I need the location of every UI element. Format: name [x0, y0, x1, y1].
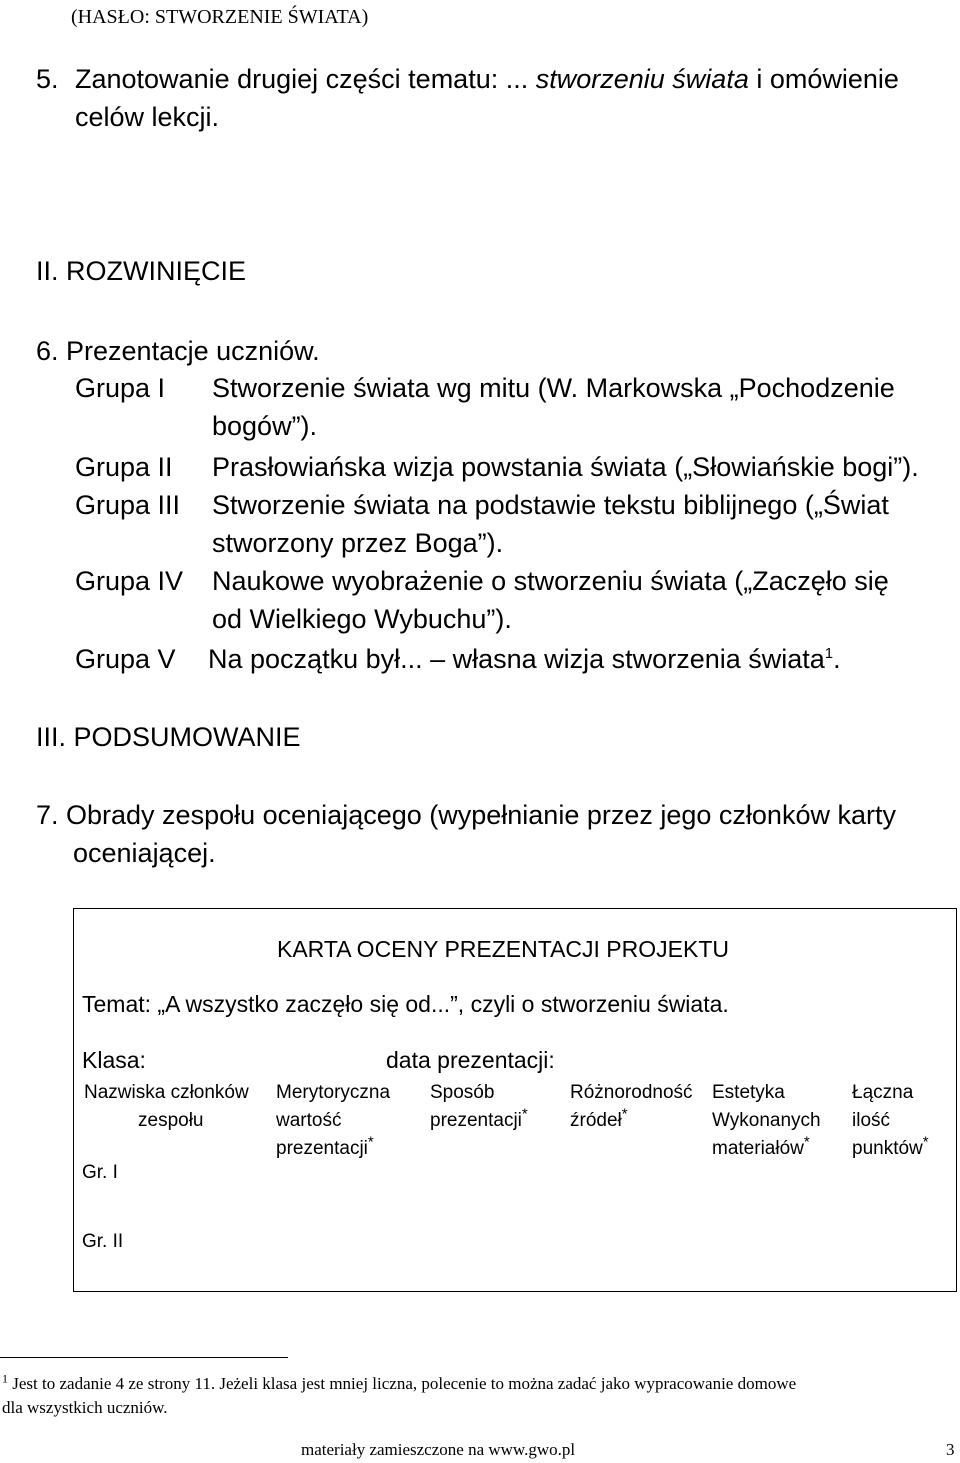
item-5-text-a: Zanotowanie drugiej części tematu: ...	[75, 64, 529, 94]
col-total-points	[852, 1079, 929, 1163]
item-7-line2: oceniającej.	[73, 838, 216, 868]
col-total-l1: Łączna	[852, 1082, 914, 1103]
col-total-l3: punktów*	[852, 1133, 929, 1159]
group-4-line1: Naukowe wyobrażenie o stworzeniu świata („Zaczęło się	[212, 566, 889, 596]
col-content-l2: wartość	[276, 1110, 342, 1131]
evaluation-card	[73, 908, 957, 1292]
group-2-line1: Prasłowiańska wizja powstania świata („Słowiańskie bogi”).	[212, 452, 919, 482]
col-method-l1: Sposób	[430, 1082, 495, 1103]
item-5-line2: celów lekcji.	[75, 102, 220, 132]
col-aesthetics-l3: materiałów*	[712, 1133, 810, 1159]
col-content-value	[276, 1079, 390, 1163]
col-method-l2: prezentacji*	[430, 1105, 528, 1131]
haslo-heading: (HASŁO: STWORZENIE ŚWIATA)	[71, 6, 369, 28]
group-4-name: Grupa IV	[75, 566, 184, 596]
group-3-line1: Stworzenie świata na podstawie tekstu biblijnego („Świat	[212, 490, 889, 520]
item-5-text-b: i omówienie	[756, 64, 899, 94]
footnote-text: Jest to zadanie 4 ze strony 11. Jeżeli klasa jest mniej liczna, polecenie to można zadać jako wypracowanie domowe	[12, 1374, 797, 1393]
card-topic: Temat: „A wszystko zaczęło się od...”, czyli o stworzeniu świata.	[82, 991, 729, 1017]
group-1-line2: bogów”).	[212, 411, 318, 441]
col-aesthetics-l1: Estetyka	[712, 1082, 785, 1103]
col-total-l2: ilość	[852, 1110, 891, 1131]
item-5-line1	[75, 64, 899, 95]
group-5-name: Grupa V	[75, 644, 176, 674]
footnote-line2: dla wszystkich uczniów.	[2, 1398, 168, 1417]
col-content-l3: prezentacji*	[276, 1133, 374, 1159]
footer-source: materiały zamieszczone na www.gwo.pl	[301, 1440, 576, 1459]
col-aesthetics-l2: Wykonanych	[712, 1110, 821, 1131]
col-source-variety	[570, 1079, 693, 1135]
row-group-2: Gr. II	[82, 1231, 124, 1252]
footnote-mark: 1	[2, 1371, 8, 1386]
col-members-l2: zespołu	[138, 1110, 204, 1131]
group-3-line2: stworzony przez Boga”).	[212, 528, 504, 558]
group-4-line2: od Wielkiego Wybuchu”).	[212, 604, 512, 634]
item-5-text-italic: stworzeniu świata	[535, 64, 749, 94]
col-presentation-method	[430, 1079, 528, 1135]
footnote-ref-1: 1	[824, 645, 834, 662]
section-3-heading: III. PODSUMOWANIE	[36, 722, 301, 752]
group-2-name: Grupa II	[75, 452, 173, 482]
group-3-name: Grupa III	[75, 490, 181, 520]
col-variety-l1: Różnorodność	[570, 1082, 693, 1103]
group-5-text: Na początku był... – własna wizja stworzenia świata	[208, 644, 825, 674]
col-members-l1: Nazwiska członków	[84, 1082, 249, 1103]
footnote-line1	[2, 1371, 797, 1394]
group-5-end: .	[833, 644, 841, 674]
footnote-rule	[0, 1357, 288, 1358]
col-content-l1: Merytoryczna	[276, 1082, 391, 1103]
card-title: KARTA OCENY PREZENTACJI PROJEKTU	[277, 936, 729, 962]
item-6-title: 6. Prezentacje uczniów.	[36, 336, 320, 366]
col-aesthetics	[712, 1079, 821, 1163]
group-1-name: Grupa I	[75, 373, 166, 403]
item-5-number: 5.	[36, 64, 59, 94]
item-7-line1: 7. Obrady zespołu oceniającego (wypełnianie przez jego członków karty	[36, 800, 896, 830]
card-class-label: Klasa:	[82, 1047, 146, 1073]
group-5-line1	[208, 644, 841, 675]
col-members	[84, 1079, 249, 1135]
section-2-heading: II. ROZWINIĘCIE	[36, 256, 247, 286]
col-variety-l2: źródeł*	[570, 1105, 628, 1131]
row-group-1: Gr. I	[82, 1162, 118, 1183]
card-date-label: data prezentacji:	[386, 1047, 555, 1073]
group-1-line1: Stworzenie świata wg mitu (W. Markowska „Pochodzenie	[212, 373, 895, 403]
page-number: 3	[946, 1440, 955, 1459]
